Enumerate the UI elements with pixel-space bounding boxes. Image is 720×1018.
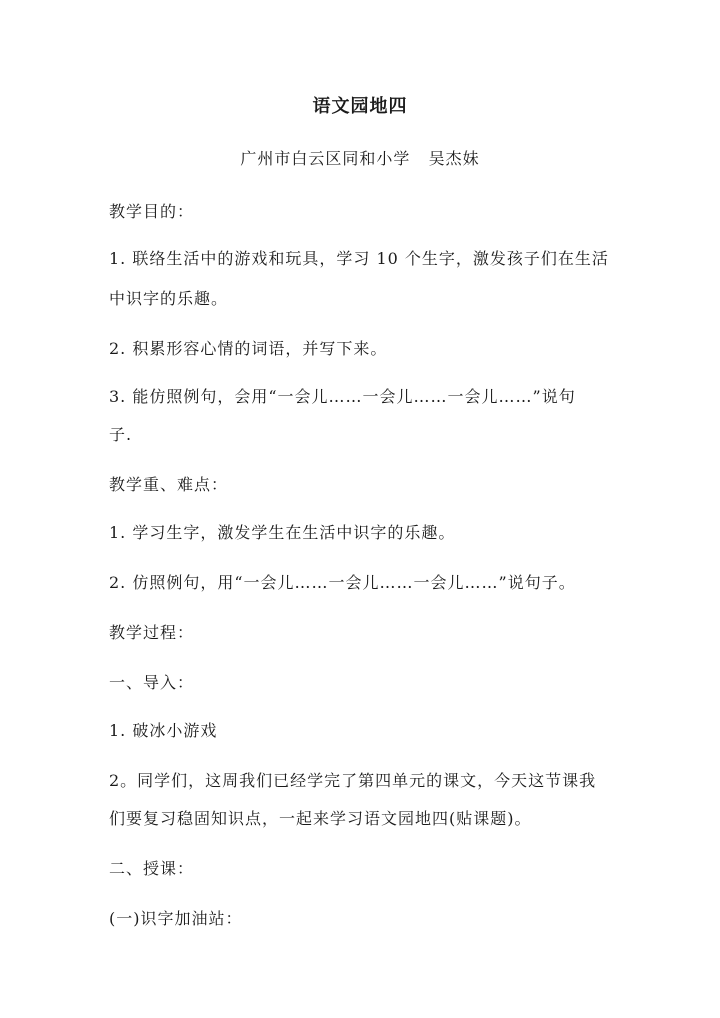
document-title: 语文园地四 <box>312 96 408 117</box>
author-line: 广州市白云区同和小学 吴杰妹 <box>240 149 480 168</box>
intro-item-2-line-1: 2。同学们，这周我们已经学完了第四单元的课文，今天这节课我 <box>109 771 597 790</box>
goal-1-line-1: 1. 联络生活中的游戏和玩具，学习 10 个生字，激发孩子们在生活 <box>109 249 609 268</box>
heading-teaching-goals: 教学目的： <box>109 202 195 221</box>
goal-2: 2. 积累形容心情的词语，并写下来。 <box>109 339 388 358</box>
goal-3-line-2: 子. <box>109 425 133 444</box>
key-point-1: 1. 学习生字，激发学生在生活中识字的乐趣。 <box>109 523 456 542</box>
key-point-2: 2. 仿照例句，用“一会儿……一会儿……一会儿……”说句子。 <box>109 573 576 592</box>
heading-teaching-process: 教学过程： <box>109 623 195 642</box>
intro-item-1: 1. 破冰小游戏 <box>109 721 218 740</box>
goal-3-line-1: 3. 能仿照例句，会用“一会儿……一会儿……一会儿……”说句 <box>109 387 576 406</box>
intro-item-2-line-2: 们要复习稳固知识点，一起来学习语文园地四(贴课题)。 <box>109 809 532 828</box>
goal-1-line-2: 中识字的乐趣。 <box>109 289 229 308</box>
section-teaching: 二、授课： <box>109 859 195 878</box>
subsection-literacy-station: (一)识字加油站： <box>109 909 243 928</box>
section-introduction: 一、导入： <box>109 673 195 692</box>
heading-key-points: 教学重、难点： <box>109 475 229 494</box>
